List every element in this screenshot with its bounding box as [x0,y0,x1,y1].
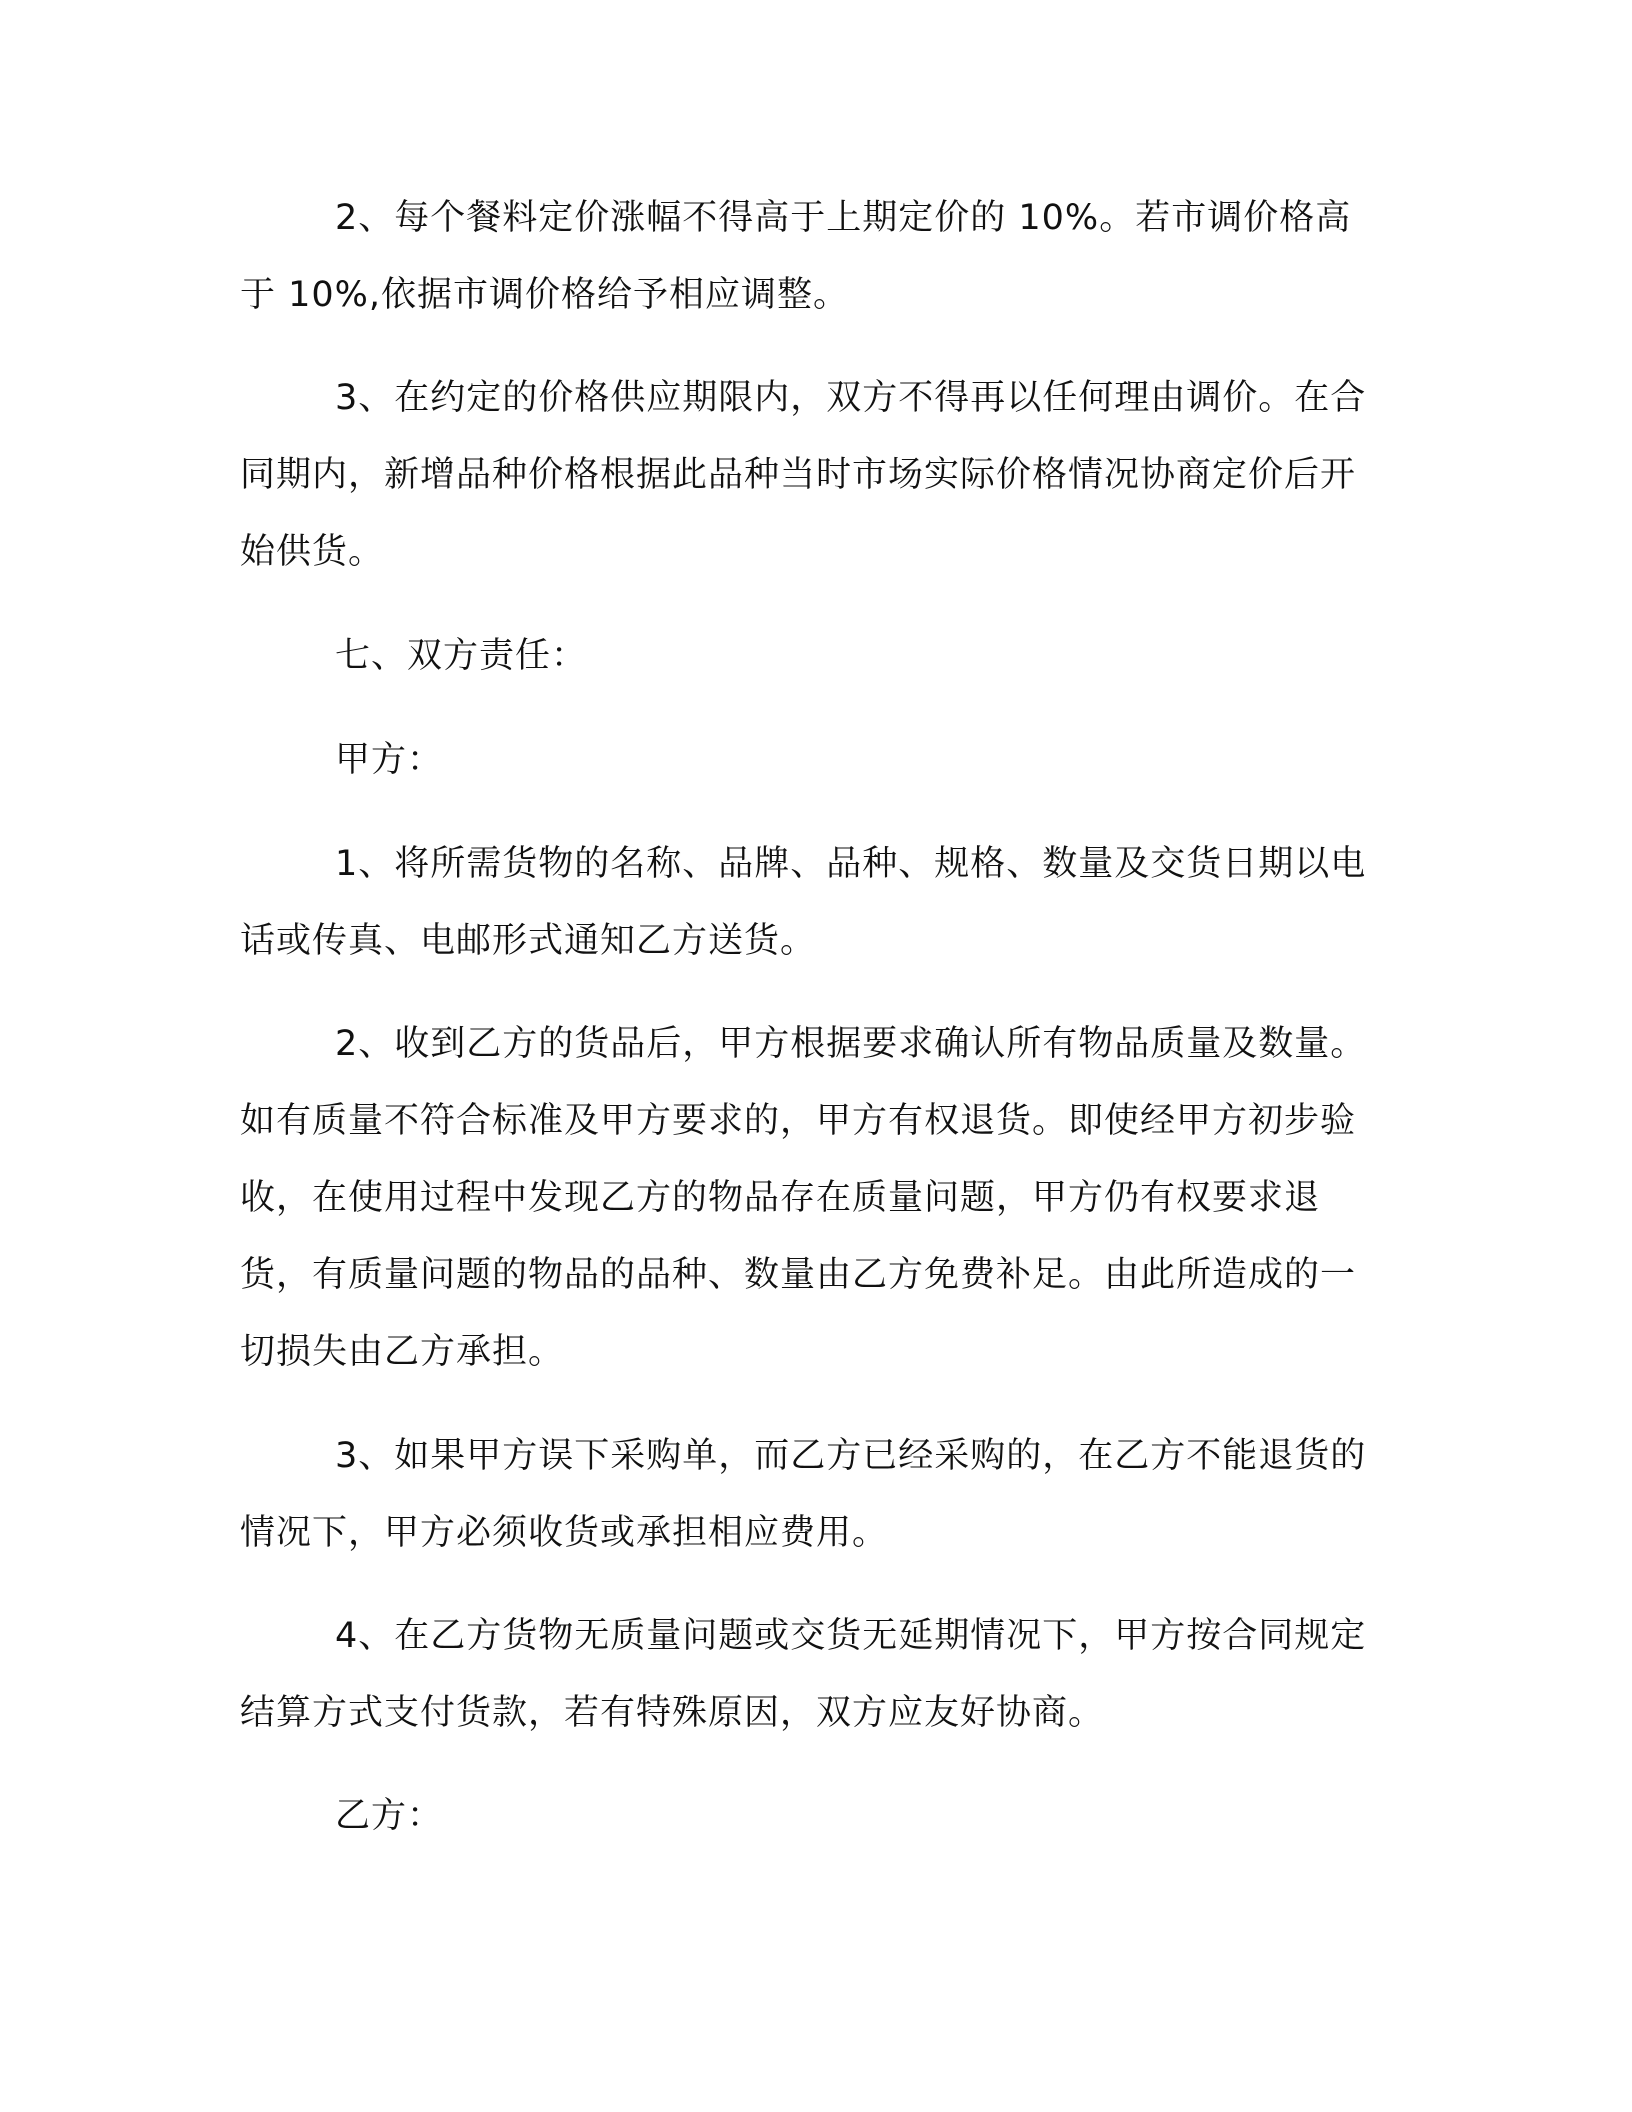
party-a-item-1: 1、将所需货物的名称、品牌、品种、规格、数量及交货日期以电话或传真、电邮形式通知乙方送货。 [240,844,1367,961]
party-a-item-2: 2、收到乙方的货品后，甲方根据要求确认所有物品质量及数量。如有质量不符合标准及甲方要求的，甲方有权退货。即使经甲方初步验收，在使用过程中发现乙方的物品存在质量问题，甲方仍有权要求退货，有质量问题的物品的品种、数量由乙方免费补足。由此所造成的一切损失由乙方承担。 [240,1024,1367,1372]
party-a-item-3: 3、如果甲方误下采购单，而乙方已经采购的，在乙方不能退货的情况下，甲方必须收货或承担相应费用。 [240,1436,1367,1553]
section-heading-responsibilities: 七、双方责任： [335,636,588,676]
party-b-heading: 乙方： [335,1796,444,1836]
paragraph-price-period: 3、在约定的价格供应期限内，双方不得再以任何理由调价。在合同期内，新增品种价格根据此品种当时市场实际价格情况协商定价后开始供货。 [240,378,1367,572]
party-a-heading: 甲方： [335,740,444,780]
party-a-item-4: 4、在乙方货物无质量问题或交货无延期情况下，甲方按合同规定结算方式支付货款，若有特殊原因，双方应友好协商。 [240,1616,1367,1733]
paragraph-price-increase-limit: 2、每个餐料定价涨幅不得高于上期定价的 10%。若市调价格高于 10%,依据市调价格给予相应调整。 [240,198,1352,315]
